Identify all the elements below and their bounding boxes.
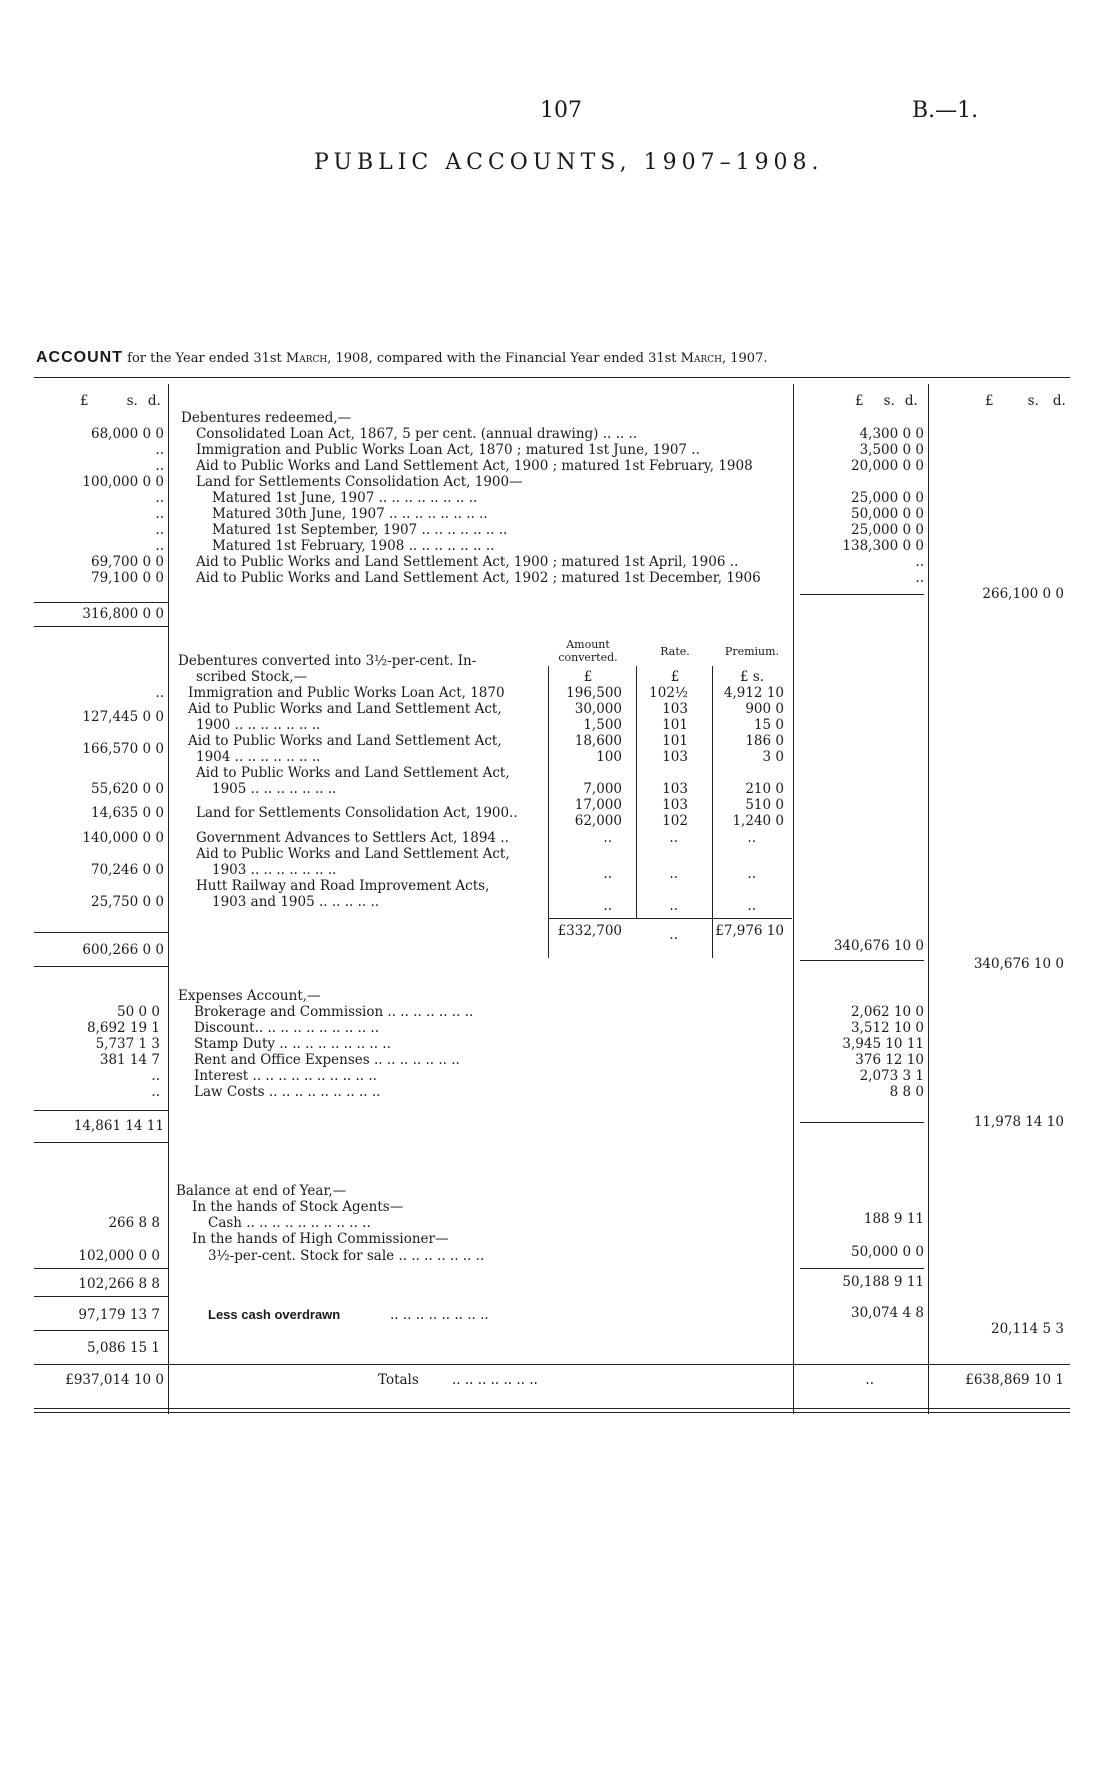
cur-col-heading: £ s. d. <box>855 393 918 409</box>
list-item: .. <box>155 490 164 506</box>
balance-net-prev: 5,086 15 1 <box>87 1340 160 1356</box>
totals-right: £638,869 10 1 <box>965 1372 1064 1388</box>
rule <box>800 1122 924 1123</box>
list-item: .. <box>155 442 164 458</box>
converted-heading-2: scribed Stock,— <box>196 669 308 685</box>
list-item: 68,000 0 0 <box>91 426 164 442</box>
rule <box>800 1268 924 1269</box>
balance-subtotal-cur: 50,188 9 11 <box>842 1274 924 1290</box>
unit-premium: £ s. <box>739 669 765 685</box>
page-number: 107 <box>540 98 582 123</box>
table-row: 196,500 <box>566 685 622 701</box>
list-item: Aid to Public Works and Land Settlement Act, 1900 ; matured 1st February, 1908 <box>196 458 753 474</box>
table-row: Hutt Railway and Road Improvement Acts, <box>196 878 490 894</box>
rule <box>34 1142 168 1143</box>
col-rate-heading: Rate. <box>660 645 690 658</box>
right-col-heading: £ s. d. <box>985 393 1066 409</box>
table-row: Land for Settlements Consolidation Act, 1900.. <box>196 805 518 821</box>
list-item: 138,300 0 0 <box>842 538 924 554</box>
balance-net-right: 20,114 5 3 <box>991 1321 1064 1337</box>
col-premium-heading: Premium. <box>724 645 780 658</box>
list-item: 5,737 1 3 <box>95 1036 160 1052</box>
rule <box>34 1364 1070 1365</box>
list-item: 8,692 19 1 <box>87 1020 160 1036</box>
totals-prev: £937,014 10 0 <box>65 1372 164 1388</box>
list-item: .. <box>915 570 924 586</box>
table-row: Aid to Public Works and Land Settlement Act, <box>188 733 502 749</box>
list-item: Interest .. .. .. .. .. .. .. .. .. .. <box>194 1068 377 1084</box>
table-row: Immigration and Public Works Loan Act, 1870 <box>188 685 505 701</box>
rule <box>34 1330 168 1331</box>
less-cur: 30,074 4 8 <box>851 1305 924 1321</box>
rule-premium-left <box>712 666 713 918</box>
stock-label: 3½-per-cent. Stock for sale .. .. .. .. .. .. .. <box>208 1248 485 1264</box>
list-item: 3,512 10 0 <box>851 1020 924 1036</box>
rule-amount-right <box>636 666 637 918</box>
table-row: 30,000 <box>574 701 622 717</box>
debentures-total: 266,100 0 0 <box>982 586 1064 602</box>
table-row: 101 <box>662 733 688 749</box>
list-item: Matured 30th June, 1907 .. .. .. .. .. .. .. .. <box>212 506 488 522</box>
table-row: 1905 .. .. .. .. .. .. .. <box>212 781 337 797</box>
list-item: 50,000 0 0 <box>851 506 924 522</box>
table-row: 140,000 0 0 <box>82 830 164 846</box>
rule <box>34 1110 168 1111</box>
list-item: 3,500 0 0 <box>859 442 924 458</box>
list-item: Matured 1st June, 1907 .. .. .. .. .. .. .. .. <box>212 490 478 506</box>
table-row: 127,445 0 0 <box>82 709 164 725</box>
list-item: .. <box>155 538 164 554</box>
rule <box>800 594 924 595</box>
table-row: .. <box>747 898 756 914</box>
table-row: 102 <box>662 813 688 829</box>
rule <box>34 966 168 967</box>
stock-agents-heading: In the hands of Stock Agents— <box>192 1199 404 1215</box>
table-row: 210 0 <box>745 781 784 797</box>
rule <box>34 626 168 627</box>
table-row: 4,912 10 <box>723 685 784 701</box>
list-item: 381 14 7 <box>99 1052 160 1068</box>
list-item: .. <box>151 1084 160 1100</box>
table-row: 7,000 <box>583 781 622 797</box>
table-row: 1,500 <box>583 717 622 733</box>
cash-prev: 266 8 8 <box>108 1215 160 1231</box>
list-item: .. <box>155 522 164 538</box>
converted-total-prev: 600,266 0 0 <box>82 942 164 958</box>
list-item: 25,000 0 0 <box>851 522 924 538</box>
cash-cur: 188 9 11 <box>863 1211 924 1227</box>
table-row: .. <box>669 898 678 914</box>
list-item: Rent and Office Expenses .. .. .. .. .. .. .. <box>194 1052 460 1068</box>
table-row: .. <box>603 866 612 882</box>
unit-amount: £ <box>583 669 593 685</box>
table-row: 18,600 <box>574 733 622 749</box>
converted-sum-amount: £332,700 <box>557 923 622 939</box>
totals-dots: .. .. .. .. .. .. .. <box>452 1372 538 1388</box>
list-item: Brokerage and Commission .. .. .. .. .. .. .. <box>194 1004 474 1020</box>
debentures-heading: Debentures redeemed,— <box>181 410 352 426</box>
col-amount-heading: Amount converted. <box>558 638 618 664</box>
table-row: 103 <box>662 781 688 797</box>
list-item: 4,300 0 0 <box>859 426 924 442</box>
table-row: Aid to Public Works and Land Settlement Act, <box>196 765 510 781</box>
expenses-heading: Expenses Account,— <box>178 988 321 1004</box>
table-row: Aid to Public Works and Land Settlement Act, <box>196 846 510 862</box>
table-row: 3 0 <box>762 749 784 765</box>
table-top-rule <box>34 377 1070 378</box>
rule <box>34 602 168 603</box>
list-item: 3,945 10 11 <box>842 1036 924 1052</box>
table-row: Government Advances to Settlers Act, 1894 .. <box>196 830 509 846</box>
list-item: Stamp Duty .. .. .. .. .. .. .. .. .. <box>194 1036 391 1052</box>
table-row: 1900 .. .. .. .. .. .. .. <box>196 717 321 733</box>
converted-total-cur: 340,676 10 0 <box>833 938 924 954</box>
list-item: 2,062 10 0 <box>851 1004 924 1020</box>
rule <box>548 918 792 919</box>
table-row: 103 <box>662 701 688 717</box>
list-item: 25,000 0 0 <box>851 490 924 506</box>
table-row: .. <box>747 866 756 882</box>
list-item: Consolidated Loan Act, 1867, 5 per cent. (annual drawing) .. .. .. <box>196 426 638 442</box>
list-item: 376 12 10 <box>855 1052 924 1068</box>
table-row: 900 0 <box>745 701 784 717</box>
list-item: .. <box>915 554 924 570</box>
rule-cur-col-right <box>928 384 929 1414</box>
list-item: .. <box>155 506 164 522</box>
list-item: Immigration and Public Works Loan Act, 1870 ; matured 1st June, 1907 .. <box>196 442 700 458</box>
table-row: Aid to Public Works and Land Settlement Act, <box>188 701 502 717</box>
table-row: .. <box>603 830 612 846</box>
table-row: 15 0 <box>753 717 784 733</box>
unit-rate: £ <box>670 669 680 685</box>
rule-prev-col <box>168 384 169 1414</box>
list-item: 8 8 0 <box>889 1084 924 1100</box>
totals-cur: .. <box>865 1372 874 1388</box>
rule <box>34 932 168 933</box>
converted-total-right: 340,676 10 0 <box>973 956 1064 972</box>
list-item: 50 0 0 <box>117 1004 160 1020</box>
prev-col-heading: £ s. d. <box>80 393 161 409</box>
converted-sum-rate: .. <box>669 927 678 943</box>
list-item: Aid to Public Works and Land Settlement Act, 1900 ; matured 1st April, 1906 .. <box>196 554 739 570</box>
page-title: PUBLIC ACCOUNTS, 1907–1908. <box>314 150 824 175</box>
table-row: 55,620 0 0 <box>91 781 164 797</box>
totals-label: Totals <box>378 1372 419 1388</box>
list-item: Matured 1st February, 1908 .. .. .. .. .. .. .. <box>212 538 495 554</box>
list-item: Discount.. .. .. .. .. .. .. .. .. .. <box>194 1020 380 1036</box>
balance-heading: Balance at end of Year,— <box>176 1183 347 1199</box>
rule-amount-left-sum <box>548 918 549 958</box>
less-prev: 97,179 13 7 <box>78 1307 160 1323</box>
table-row: 166,570 0 0 <box>82 741 164 757</box>
converted-heading: Debentures converted into 3½-per-cent. In- <box>178 653 477 669</box>
list-item: 20,000 0 0 <box>851 458 924 474</box>
table-row: .. <box>669 866 678 882</box>
list-item: 79,100 0 0 <box>91 570 164 586</box>
rule <box>34 1268 168 1269</box>
table-row: 14,635 0 0 <box>91 805 164 821</box>
cash-label: Cash .. .. .. .. .. .. .. .. .. .. <box>208 1215 371 1231</box>
balance-subtotal-prev: 102,266 8 8 <box>78 1276 160 1292</box>
table-row: 186 0 <box>745 733 784 749</box>
list-item: Matured 1st September, 1907 .. .. .. .. .. .. .. <box>212 522 508 538</box>
debentures-total-prev: 316,800 0 0 <box>82 606 164 622</box>
less-dots: .. .. .. .. .. .. .. .. <box>390 1307 489 1323</box>
table-row: 510 0 <box>745 797 784 813</box>
converted-sum-premium: £7,976 10 <box>715 923 784 939</box>
expenses-total-right: 11,978 14 10 <box>973 1114 1064 1130</box>
table-row: .. <box>155 685 164 701</box>
table-row: 103 <box>662 797 688 813</box>
account-caption: ACCOUNT for the Year ended 31st March, 1908, compared with the Financial Year ended 31st March, 1907. <box>36 349 768 366</box>
table-bottom-rule <box>34 1408 1070 1409</box>
less-label: Less cash overdrawn <box>208 1307 341 1322</box>
document-reference: B.—1. <box>912 98 979 123</box>
table-row: 25,750 0 0 <box>91 894 164 910</box>
table-row: .. <box>747 830 756 846</box>
list-item: Land for Settlements Consolidation Act, 1900— <box>196 474 523 490</box>
rule-amount-left <box>548 666 549 918</box>
table-row: 70,246 0 0 <box>91 862 164 878</box>
list-item: .. <box>155 458 164 474</box>
list-item: 2,073 3 1 <box>859 1068 924 1084</box>
table-row: 1903 and 1905 .. .. .. .. .. <box>212 894 380 910</box>
table-row: .. <box>603 898 612 914</box>
list-item: .. <box>151 1068 160 1084</box>
rule-premium-left-sum <box>712 918 713 958</box>
stock-cur: 50,000 0 0 <box>851 1244 924 1260</box>
rule <box>800 960 924 961</box>
table-row: 62,000 <box>574 813 622 829</box>
stock-prev: 102,000 0 0 <box>78 1248 160 1264</box>
table-row: .. <box>669 830 678 846</box>
rule-cur-col-left <box>793 384 794 1414</box>
table-row: 100 <box>596 749 622 765</box>
rule <box>34 1296 168 1297</box>
list-item: 100,000 0 0 <box>82 474 164 490</box>
list-item: Law Costs .. .. .. .. .. .. .. .. .. <box>194 1084 381 1100</box>
table-row: 102½ <box>649 685 688 701</box>
list-item: Aid to Public Works and Land Settlement Act, 1902 ; matured 1st December, 1906 <box>196 570 761 586</box>
high-commissioner-heading: In the hands of High Commissioner— <box>192 1231 449 1247</box>
table-row: 1903 .. .. .. .. .. .. .. <box>212 862 337 878</box>
list-item: 69,700 0 0 <box>91 554 164 570</box>
account-word: ACCOUNT <box>36 349 123 366</box>
table-row: 1,240 0 <box>732 813 784 829</box>
expenses-total-prev: 14,861 14 11 <box>73 1118 164 1134</box>
table-bottom-rule-2 <box>34 1412 1070 1413</box>
table-row: 17,000 <box>574 797 622 813</box>
table-row: 1904 .. .. .. .. .. .. .. <box>196 749 321 765</box>
table-row: 103 <box>662 749 688 765</box>
table-row: 101 <box>662 717 688 733</box>
